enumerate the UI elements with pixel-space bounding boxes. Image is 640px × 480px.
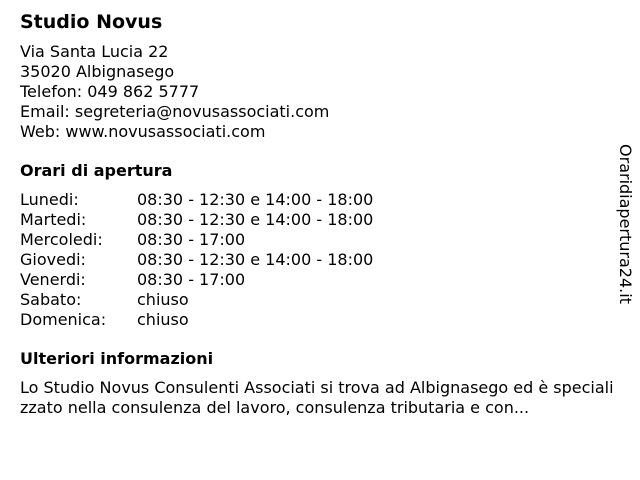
day-hours: 08:30 - 12:30 e 14:00 - 18:00: [137, 190, 374, 209]
day-hours: 08:30 - 12:30 e 14:00 - 18:00: [137, 250, 374, 269]
hours-row-monday: [20, 190, 620, 210]
day-label: Venerdi:: [20, 270, 86, 289]
day-label: Giovedi:: [20, 250, 86, 269]
day-hours: 08:30 - 17:00: [137, 230, 246, 249]
site-watermark: Oraridiapertura24.it: [616, 144, 635, 304]
hours-row-saturday: [20, 290, 620, 310]
contact-details: [20, 42, 620, 142]
day-label: Martedi:: [20, 210, 87, 229]
hours-heading: Orari di apertura: [20, 161, 173, 180]
info-heading: Ulteriori informazioni: [20, 349, 214, 368]
address-city: 35020 Albignasego: [20, 62, 175, 81]
web-line: Web: www.novusassociati.com: [20, 122, 266, 141]
hours-row-tuesday: [20, 210, 620, 230]
info-description: Lo Studio Novus Consulenti Associati si trova ad Albignasego ed è specializzato nella consulenza del lavoro, consulenza tributaria e con...: [20, 378, 614, 417]
hours-row-friday: [20, 270, 620, 290]
day-label: Lunedi:: [20, 190, 79, 209]
email-line: Email: segreteria@novusassociati.com: [20, 102, 330, 121]
day-label: Sabato:: [20, 290, 82, 309]
day-label: Mercoledi:: [20, 230, 103, 249]
hours-row-sunday: [20, 310, 620, 330]
day-hours: 08:30 - 17:00: [137, 270, 246, 289]
hours-row-thursday: [20, 250, 620, 270]
hours-row-wednesday: [20, 230, 620, 250]
business-card: [20, 10, 620, 418]
day-hours: chiuso: [137, 310, 189, 329]
day-hours: chiuso: [137, 290, 189, 309]
hours-table: [20, 190, 620, 330]
business-name: Studio Novus: [20, 11, 163, 33]
phone-line: Telefon: 049 862 5777: [20, 82, 200, 101]
day-label: Domenica:: [20, 310, 107, 329]
address-street: Via Santa Lucia 22: [20, 42, 169, 61]
day-hours: 08:30 - 12:30 e 14:00 - 18:00: [137, 210, 374, 229]
